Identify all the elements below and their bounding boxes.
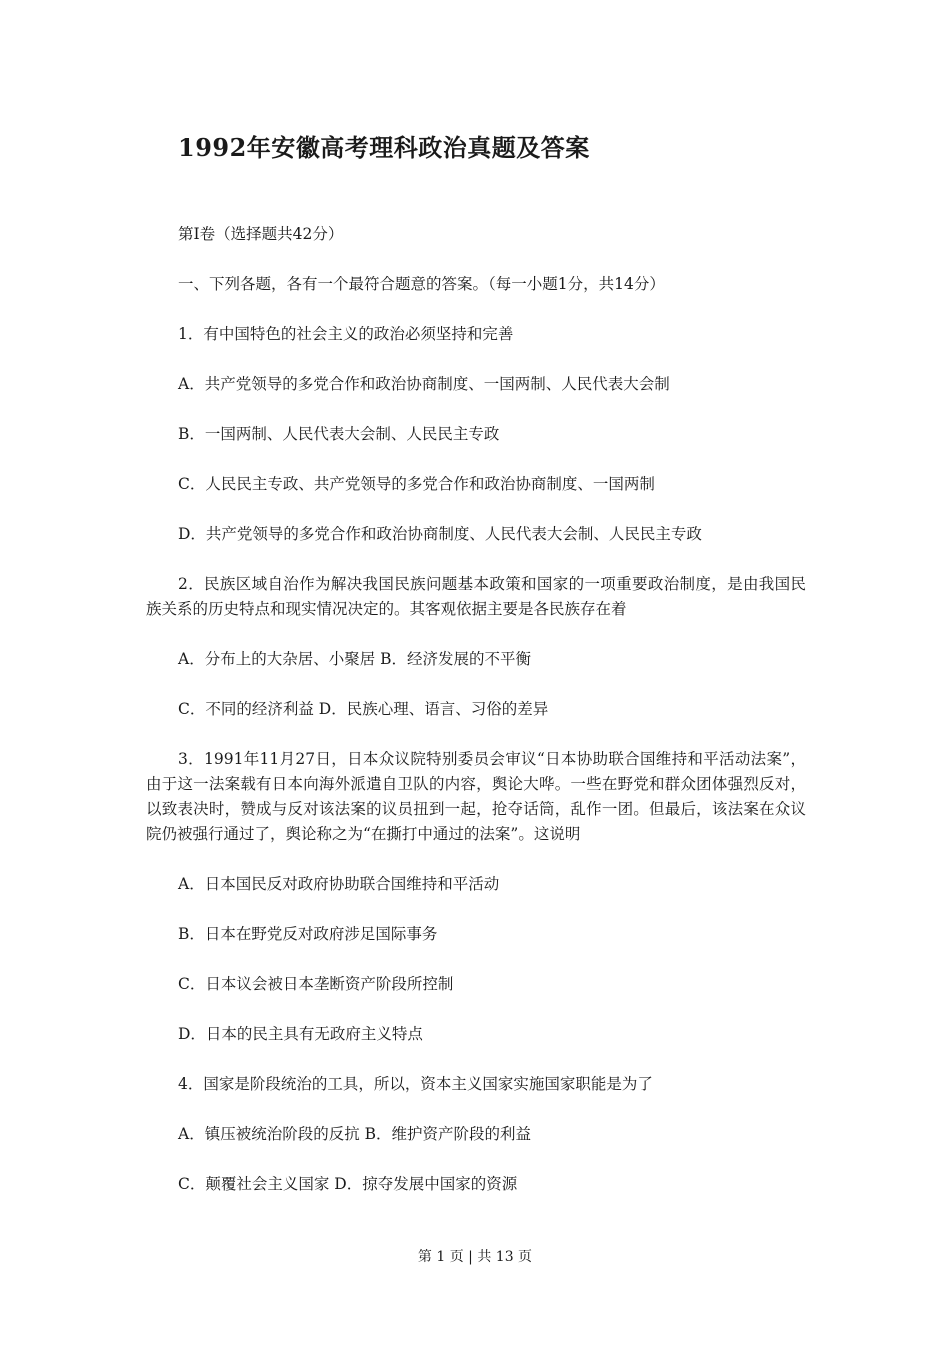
question-1-option-c: C．人民民主专政、共产党领导的多党合作和政治协商制度、一国两制 bbox=[178, 475, 655, 493]
question-3-option-d: D．日本的民主具有无政府主义特点 bbox=[178, 1025, 423, 1043]
question-4-options-cd: C．颠覆社会主义国家 D．掠夺发展中国家的资源 bbox=[178, 1175, 518, 1193]
question-1-option-b: B．一国两制、人民代表大会制、人民民主专政 bbox=[178, 425, 500, 443]
question-2-options-ab: A．分布上的大杂居、小聚居 B．经济发展的不平衡 bbox=[178, 650, 532, 668]
question-3-option-b: B．日本在野党反对政府涉足国际事务 bbox=[178, 925, 438, 943]
question-3-option-a: A．日本国民反对政府协助联合国维持和平活动 bbox=[178, 875, 500, 893]
section-header: 第Ⅰ卷（选择题共42分） bbox=[178, 225, 344, 243]
question-3-stem: 3．1991年11月27日，日本众议院特别委员会审议“日本协助联合国维持和平活动法案”，由于这一法案载有日本向海外派遣自卫队的内容，舆论大哗。一些在野党和群众团体强烈反对，以致表决时，赞成与反对该法案的议员扭到一起，抢夺话筒，乱作一团。但最后，该法案在众议院仍被强行通过了，舆论称之为“在撕打中通过的法案”。这说明 bbox=[146, 750, 806, 843]
question-1-stem: 1．有中国特色的社会主义的政治必须坚持和完善 bbox=[178, 325, 514, 343]
question-1-option-a: A．共产党领导的多党合作和政治协商制度、一国两制、人民代表大会制 bbox=[178, 375, 670, 393]
page-footer: 第 1 页 | 共 13 页 bbox=[417, 1249, 533, 1265]
document-title: 1992年安徽高考理科政治真题及答案 bbox=[178, 133, 590, 162]
question-3-option-c: C．日本议会被日本垄断资产阶段所控制 bbox=[178, 975, 454, 993]
question-1-option-d: D．共产党领导的多党合作和政治协商制度、人民代表大会制、人民民主专政 bbox=[178, 525, 702, 543]
question-2-stem: 2．民族区域自治作为解决我国民族问题基本政策和国家的一项重要政治制度，是由我国民族关系的历史特点和现实情况决定的。其客观依据主要是各民族存在着 bbox=[146, 575, 806, 618]
part-one-instruction: 一、下列各题，各有一个最符合题意的答案。（每一小题1分，共14分） bbox=[178, 275, 665, 293]
question-2-options-cd: C．不同的经济利益 D．民族心理、语言、习俗的差异 bbox=[178, 700, 549, 718]
question-4-stem: 4．国家是阶段统治的工具，所以，资本主义国家实施国家职能是为了 bbox=[178, 1075, 653, 1093]
question-4-options-ab: A．镇压被统治阶段的反抗 B．维护资产阶段的利益 bbox=[178, 1125, 532, 1143]
